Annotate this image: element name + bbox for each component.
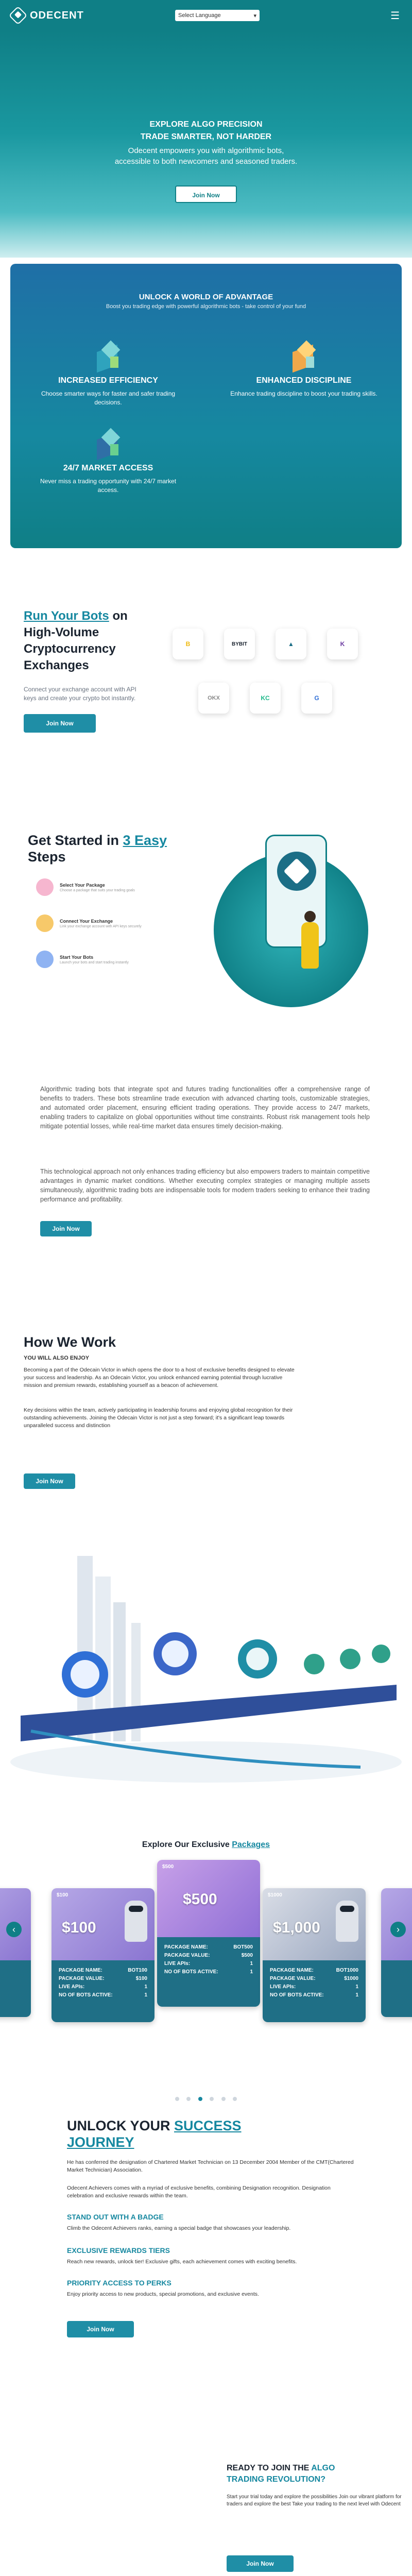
logo-icon[interactable] (9, 6, 28, 25)
hero-desc-line1: Odecent empowers you with algorithmic bots, (128, 146, 284, 155)
package-label: NO OF BOTS ACTIVE: (59, 1992, 113, 1998)
unlock-title (67, 2117, 242, 2150)
package-tag: $1000 (268, 1892, 282, 1898)
package-value: 1 (355, 1992, 358, 1998)
feature-market-access (31, 429, 185, 495)
package-value: BOT100 (128, 1968, 147, 1973)
steps-title (28, 832, 167, 865)
hero-title-line1: EXPLORE ALGO PRECISION (149, 120, 263, 129)
ready-title (227, 2463, 371, 2485)
feature-title: INCREASED EFFICIENCY (58, 376, 158, 385)
feature-desc: Choose smarter ways for faster and safer trading decisions. (41, 390, 176, 406)
exchange-connect-icon (36, 914, 54, 932)
carousel-dot[interactable] (186, 2097, 191, 2101)
package-row (164, 1943, 253, 1952)
ready-title-highlight: ALGO TRADING REVOLUTION? (227, 2464, 335, 2484)
step-desc: Choose a package that suits your trading goals (60, 888, 135, 892)
package-card-body (263, 1960, 366, 2022)
about-paragraph-1: Algorithmic trading bots that integrate spot and futures trading functionalities offer a comprehensive range of benefits to traders. These bots streamline trade execution with advanced charting tools, customizable strategies, and automated order placement, ensuring efficient trading operations. They provide access to 24/7 markets, enabling traders to capitalize on global opportunities without time constraints. Robust risk management tools help mitigate potential losses, while real-time market data ensures timely decision-making. (40, 1086, 370, 1130)
exchange-icon: ▲ (276, 629, 306, 659)
step-desc: Link your exchange account with API keys securely (60, 924, 142, 928)
unlock-join-button[interactable]: Join Now (67, 2321, 134, 2337)
feature-discipline (227, 341, 381, 398)
language-select[interactable] (175, 10, 260, 21)
gate-icon: G (301, 683, 332, 714)
how-we-work-title: How We Work (24, 1334, 116, 1350)
package-card-active[interactable] (157, 1860, 260, 2007)
feature-efficiency (31, 341, 185, 407)
unlock-paragraph-1: He has conferred the designation of Chartered Market Technician on 13 December 2004 Member of the CMT(Chartered Market Technician) Association. (67, 2159, 354, 2173)
package-card[interactable] (52, 1888, 154, 2022)
package-label: PACKAGE NAME: (164, 1944, 208, 1950)
step-item (36, 914, 160, 932)
package-card-body (0, 1960, 31, 2017)
step-title: Select Your Package (60, 882, 105, 888)
carousel-dot[interactable] (210, 2097, 214, 2101)
package-row (270, 1975, 358, 1983)
steps-title-pre: Get Started in (28, 833, 123, 848)
site-header (0, 0, 412, 31)
trading-illustration (0, 1546, 412, 1803)
unlock-text-rewards: Reach new rewards, unlock tier! Exclusive gifts, each achievement comes with exciting benefits. (67, 2259, 297, 2265)
package-label: PACKAGE VALUE: (270, 1976, 316, 1981)
unlock-text-badge: Climb the Odecent Achievers ranks, earning a special badge that showcases your leadership. (67, 2225, 291, 2231)
package-row (270, 1983, 358, 1991)
run-bots-desc: Connect your exchange account with API keys and create your crypto bot instantly. (24, 686, 136, 702)
package-value: 1 (250, 1969, 253, 1975)
carousel-dot[interactable] (221, 2097, 226, 2101)
step-desc: Launch your bots and start trading instantly (60, 960, 129, 964)
carousel-dot[interactable] (233, 2097, 237, 2101)
package-price: $100 (62, 1919, 96, 1936)
package-row (270, 1967, 358, 1975)
how-we-work-paragraph-2: Key decisions within the team, actively participating in leadership forums and enjoying global recognition for their outstanding achievements. Joining the Odecain Victor is not just a step forward; it's a significant leap towards unparalleled success and distinction (24, 1407, 293, 1429)
packages-title-pre: Explore Our Exclusive (142, 1840, 232, 1849)
carousel-dots (175, 2097, 237, 2101)
package-card-body (52, 1960, 154, 2022)
package-card-top (263, 1888, 366, 1960)
steps-title-post: Steps (28, 849, 66, 865)
hero-join-button[interactable]: Join Now (175, 185, 237, 203)
feature-desc: Never miss a trading opportunity with 24/7 market access. (40, 478, 177, 494)
unlock-text-perks: Enjoy priority access to new products, special promotions, and exclusive events. (67, 2291, 259, 2297)
okx-icon: OKX (198, 683, 229, 714)
run-bots-title-rest: on High-Volume Cryptocurrency Exchanges (24, 609, 128, 672)
package-value: 1 (144, 1992, 147, 1998)
ready-title-pre: READY TO JOIN THE (227, 2464, 312, 2472)
robot-icon (336, 1901, 358, 1942)
run-bots-title (24, 608, 147, 674)
package-value: BOT500 (233, 1944, 253, 1950)
carousel-next-button[interactable]: › (390, 1922, 406, 1937)
package-price: $500 (183, 1891, 217, 1908)
step-item (36, 878, 160, 896)
advantage-subtitle: Boost you trading edge with powerful algorithmic bots - take control of your fund (106, 303, 306, 310)
package-value: 1 (144, 1984, 147, 1990)
run-bots-join-button[interactable]: Join Now (24, 714, 96, 733)
package-price: $1,000 (273, 1919, 320, 1936)
about-join-button[interactable]: Join Now (40, 1221, 92, 1236)
carousel-dot[interactable] (175, 2097, 179, 2101)
unlock-paragraph-2: Odecent Achievers comes with a myriad of exclusive benefits, combining Designation recognition. Designation celebration and exclusive rewards within the team. (67, 2185, 331, 2199)
package-row (59, 1991, 147, 1999)
package-value: $100 (135, 1976, 147, 1981)
steps-title-highlight[interactable]: 3 Easy (123, 833, 167, 848)
package-row (164, 1952, 253, 1960)
package-label: PACKAGE VALUE: (59, 1976, 105, 1981)
feature-title: ENHANCED DISCIPLINE (256, 376, 352, 385)
package-tag: $100 (57, 1892, 68, 1898)
package-icon (36, 878, 54, 896)
hamburger-menu-icon[interactable]: ☰ (390, 10, 400, 22)
packages-title-highlight[interactable]: Packages (232, 1840, 270, 1849)
package-value: 1 (355, 1984, 358, 1990)
hero-desc (0, 145, 412, 167)
package-value: $500 (241, 1953, 253, 1958)
step-item (36, 951, 160, 968)
chevron-down-icon: ▾ (253, 12, 256, 19)
hero-section (0, 31, 412, 258)
package-row (59, 1967, 147, 1975)
package-label: LIVE APIs: (59, 1984, 85, 1990)
package-label: NO OF BOTS ACTIVE: (164, 1969, 218, 1975)
package-label: PACKAGE NAME: (59, 1968, 102, 1973)
step-title: Start Your Bots (60, 954, 94, 960)
efficiency-icon (93, 341, 124, 372)
package-label: LIVE APIs: (270, 1984, 296, 1990)
package-value: $1000 (344, 1976, 358, 1981)
packages-title (0, 1840, 412, 1850)
hero-desc-line2: accessible to both newcomers and seasoned traders. (114, 157, 298, 166)
how-we-work-subtitle: YOU WILL ALSO ENJOY (24, 1355, 90, 1361)
binance-icon: B (173, 629, 203, 659)
about-paragraph-2: This technological approach not only enhances trading efficiency but also empowers traders to maintain competitive advantages in dynamic market conditions. Whether executing complex strategies or managing multiple assets simultaneously, algorithmic trading bots are indispensable tools for modern traders seeking to enhance their trading performance and profitability. (40, 1168, 370, 1203)
unlock-subtitle-perks: PRIORITY ACCESS TO PERKS (67, 2279, 171, 2287)
hero-title-line2: TRADE SMARTER, NOT HARDER (140, 132, 272, 141)
ready-desc: Start your trial today and explore the possibilities Join our vibrant platform for traders and explore the best Take your trading to the next level with Odecent (227, 2494, 402, 2507)
unlock-title-pre: UNLOCK YOUR (67, 2118, 175, 2133)
package-row (59, 1983, 147, 1991)
bot-start-icon (36, 951, 54, 968)
package-value: 1 (250, 1961, 253, 1967)
package-card-body (381, 1960, 412, 2017)
package-row (270, 1991, 358, 1999)
feature-title: 24/7 MARKET ACCESS (63, 464, 153, 472)
language-select-label: Select Language (178, 12, 221, 19)
package-label: PACKAGE NAME: (270, 1968, 314, 1973)
market-access-icon (93, 429, 124, 460)
unlock-title-highlight[interactable]: SUCCESS (174, 2118, 242, 2133)
unlock-subtitle-badge: STAND OUT WITH A BADGE (67, 2213, 164, 2221)
feature-desc: Enhance trading discipline to boost your trading skills. (230, 390, 377, 397)
package-label: NO OF BOTS ACTIVE: (270, 1992, 324, 1998)
package-row (59, 1975, 147, 1983)
package-tag: $500 (162, 1864, 174, 1870)
package-card-top (52, 1888, 154, 1960)
advantage-section (10, 264, 402, 548)
kraken-icon: K (327, 629, 358, 659)
package-card-partial[interactable] (0, 1888, 31, 2017)
package-card-top (157, 1860, 260, 1937)
unlock-title-post[interactable]: JOURNEY (67, 2134, 134, 2150)
brand-name[interactable]: ODECENT (30, 9, 84, 21)
package-label: LIVE APIs: (164, 1961, 191, 1967)
logo-icon (277, 852, 316, 891)
carousel-prev-button[interactable]: ‹ (6, 1922, 22, 1937)
hero-title (0, 118, 412, 143)
package-card[interactable] (263, 1888, 366, 2022)
run-bots-section (24, 608, 147, 733)
package-row (164, 1968, 253, 1976)
discipline-icon (288, 341, 319, 372)
package-card-partial[interactable] (381, 1888, 412, 2017)
kucoin-icon: KC (250, 683, 281, 714)
unlock-subtitle-rewards: EXCLUSIVE REWARDS TIERS (67, 2246, 170, 2255)
robot-icon (125, 1901, 147, 1942)
carousel-dot-active[interactable] (198, 2097, 202, 2101)
how-we-work-join-button[interactable]: Join Now (24, 1473, 75, 1489)
bybit-icon: BYBIT (224, 629, 255, 659)
advantage-title: UNLOCK A WORLD OF ADVANTAGE (139, 293, 273, 301)
person-illustration (301, 922, 319, 969)
package-value: BOT1000 (336, 1968, 358, 1973)
package-label: PACKAGE VALUE: (164, 1953, 210, 1958)
ready-join-button[interactable]: Join Now (227, 2555, 294, 2572)
step-title: Connect Your Exchange (60, 918, 113, 924)
package-card-body (157, 1937, 260, 2007)
run-bots-title-highlight[interactable]: Run Your Bots (24, 609, 109, 623)
how-we-work-paragraph-1: Becoming a part of the Odecain Victor in which opens the door to a host of exclusive benefits designed to elevate your success and leadership. As an Odecain Victor, you unlock enhanced earning potential through lucrative mission and premium rewards, establishing yourself as a beacon of achievement. (24, 1367, 295, 1388)
package-row (164, 1960, 253, 1968)
